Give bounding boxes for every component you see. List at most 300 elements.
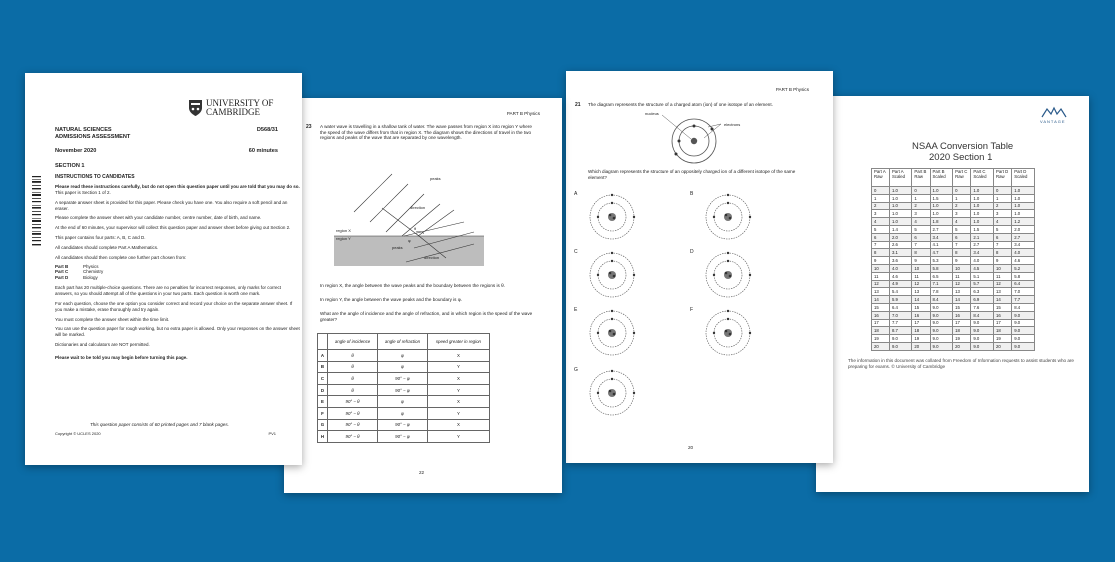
table-cell: θ [328, 361, 378, 373]
region-x-label: region X [336, 228, 351, 233]
table-cell: 7 [994, 241, 1012, 249]
table-cell: 1.0 [971, 187, 994, 195]
table-cell: 5.8 [930, 264, 953, 272]
table-row [872, 264, 1035, 272]
table-cell: H [318, 431, 328, 443]
table-row [872, 335, 1035, 343]
table-row [872, 327, 1035, 335]
option-atom-diagram [702, 307, 754, 359]
footer-note: This question paper consists of 60 printed pages and 7 blank pages. [90, 422, 229, 427]
option-label: B [690, 191, 694, 197]
table-cell: 16 [872, 311, 890, 319]
table-cell: 7.8 [930, 288, 953, 296]
table-row [872, 210, 1035, 218]
table-cell: 8 [994, 249, 1012, 257]
table-cell: D [318, 384, 328, 396]
table-cell: 14 [994, 296, 1012, 304]
table-cell: 8.4 [971, 311, 994, 319]
table-cell: 1.0 [930, 202, 953, 210]
table-cell: 10 [872, 264, 890, 272]
table-cell: 90° − φ [378, 419, 428, 431]
table-cell: 1.0 [1012, 187, 1035, 195]
table-cell: 18 [872, 327, 890, 335]
table-cell: 9 [872, 257, 890, 265]
table-cell: 18 [994, 327, 1012, 335]
exam-code: D568/31 [256, 127, 278, 133]
table-cell: 3.1 [889, 249, 911, 257]
table-row [872, 257, 1035, 265]
table-row [872, 187, 1035, 195]
table-cell: 9 [994, 257, 1012, 265]
table-cell: θ [328, 384, 378, 396]
question-number: 23 [306, 124, 312, 130]
table-cell: 4.9 [889, 280, 911, 288]
table-cell: 1.8 [930, 218, 953, 226]
table-cell: 8 [953, 249, 971, 257]
table-cell: 16 [994, 311, 1012, 319]
table-cell: 1.0 [1012, 210, 1035, 218]
table-row [872, 225, 1035, 233]
vantage-logo-icon [1041, 106, 1067, 118]
table-cell: 1.0 [889, 187, 911, 195]
table-cell: X [427, 419, 489, 431]
table-cell: 3 [953, 210, 971, 218]
table-row [872, 296, 1035, 304]
table-cell: 13 [912, 288, 930, 296]
page-code: PV1 [268, 431, 276, 436]
table-cell: X [427, 350, 489, 362]
table-cell: 9.0 [1012, 311, 1035, 319]
exam-duration: 60 minutes [248, 148, 278, 154]
instructions-body [55, 184, 300, 367]
vantage-brand: VANTAGE [1040, 119, 1066, 124]
table-header-cell: Part B Scaled [930, 169, 953, 187]
question-text: A water wave is travelling in a shallow tank of water. The wave passes from region X into region Y where the speed of the wave differs from that in region X. The diagram shows the directions of travel in the two regions and peaks of the wave that are separated by one wavelength. [320, 124, 532, 141]
table-row [872, 272, 1035, 280]
exam-title-2: ADMISSIONS ASSESSMENT [55, 134, 131, 140]
table-cell: 16 [912, 311, 930, 319]
table-cell: 90° − φ [378, 431, 428, 443]
table-cell: 15 [872, 303, 890, 311]
table-cell: θ [328, 373, 378, 385]
theta-label: θ [414, 226, 417, 231]
question-number: 21 [575, 102, 581, 108]
table-cell: 9.0 [1012, 342, 1035, 350]
table-row [318, 361, 490, 373]
table-header-row [318, 334, 490, 350]
table-cell: 11 [994, 272, 1012, 280]
table-cell: 9.0 [930, 311, 953, 319]
table-cell: 90° − θ [328, 431, 378, 443]
page-header: PART B Physics [775, 87, 809, 92]
table-cell: 9 [953, 257, 971, 265]
table-cell: 90° − φ [378, 384, 428, 396]
table-cell: 11 [872, 272, 890, 280]
phi-label: φ [408, 238, 411, 243]
table-cell: 4 [872, 218, 890, 226]
table-cell: 7 [912, 241, 930, 249]
table-row [318, 373, 490, 385]
part-item [55, 275, 300, 281]
table-row [872, 202, 1035, 210]
table-cell: 1 [953, 194, 971, 202]
table-cell: 1.0 [971, 202, 994, 210]
table-cell: 3 [872, 210, 890, 218]
table-cell: 0 [994, 187, 1012, 195]
part-subject: Chemistry [83, 269, 104, 275]
table-cell: 7.1 [930, 280, 953, 288]
table-cell: 6.5 [930, 272, 953, 280]
cambridge-crest-icon [188, 99, 203, 117]
instruction-13: Please wait to be told you may begin before turning this page. [55, 354, 188, 360]
table-cell: 1.0 [930, 210, 953, 218]
table-cell: 14 [953, 296, 971, 304]
part-key: Part B [55, 263, 69, 269]
table-cell: 5.8 [1012, 272, 1035, 280]
table-cell: 4 [912, 218, 930, 226]
table-cell: Y [427, 384, 489, 396]
option-label: F [690, 307, 694, 313]
option-atom-diagram [702, 249, 754, 301]
table-cell: 14 [912, 296, 930, 304]
table-row [872, 303, 1035, 311]
table-cell: 8 [872, 249, 890, 257]
table-cell: 9 [912, 257, 930, 265]
table-cell: 4.0 [889, 264, 911, 272]
table-cell: 2 [994, 202, 1012, 210]
table-cell: 6.9 [971, 296, 994, 304]
table-cell: A [318, 350, 328, 362]
instruction-7: All candidates should then complete one further part chosen from: [55, 254, 187, 260]
table-cell: 9.0 [971, 335, 994, 343]
table-cell: 0 [912, 187, 930, 195]
barcode [32, 176, 41, 246]
table-row [872, 319, 1035, 327]
text-line-1: In region X, the angle between the wave peaks and the boundary between the regions is θ. [320, 283, 505, 288]
table-cell: 2.7 [930, 225, 953, 233]
table-cell: 17 [872, 319, 890, 327]
table-row [872, 288, 1035, 296]
table-cell: 3.4 [1012, 241, 1035, 249]
table-cell: 5 [994, 225, 1012, 233]
table-row [872, 311, 1035, 319]
table-cell: 6 [994, 233, 1012, 241]
table-cell: G [318, 419, 328, 431]
table-cell: 6.4 [889, 303, 911, 311]
table-cell: 9.0 [1012, 335, 1035, 343]
table-cell: 9.0 [930, 303, 953, 311]
part-subject: Physics [83, 263, 99, 269]
option-atom-diagram [586, 249, 638, 301]
table-cell: 10 [912, 264, 930, 272]
table-cell: 2.6 [889, 241, 911, 249]
table-cell: 5.1 [971, 272, 994, 280]
table-cell: 4.6 [889, 272, 911, 280]
table-cell: 9.0 [971, 342, 994, 350]
part-subject: Biology [83, 275, 98, 281]
table-cell: 6 [872, 233, 890, 241]
table-cell: 1.0 [889, 202, 911, 210]
table-cell: 9.0 [889, 342, 911, 350]
table-header-cell [318, 334, 328, 350]
table-cell: 18 [953, 327, 971, 335]
table-cell: 1.5 [930, 194, 953, 202]
region-y-label: region Y [336, 236, 351, 241]
option-label: C [574, 249, 578, 255]
instruction-8: Each part has 20 multiple-choice questions. There are no penalties for incorrect responses, only marks for correct answers, so you should attempt all of the questions in your two parts. Each question is worth one mark. [55, 285, 282, 296]
page-header: PART B Physics [506, 111, 540, 116]
option-atom-diagram [702, 191, 754, 243]
table-cell: 4.5 [971, 264, 994, 272]
table-cell: 7.7 [889, 319, 911, 327]
table-cell: 1.2 [1012, 218, 1035, 226]
table-cell: 15 [994, 303, 1012, 311]
exam-date: November 2020 [55, 148, 97, 154]
table-cell: 1.0 [889, 194, 911, 202]
option-label: E [574, 307, 578, 313]
parts-list [55, 264, 300, 282]
table-cell: E [318, 396, 328, 408]
option-atom-diagram [586, 367, 638, 419]
instruction-9: For each question, choose the one option you consider correct and record your choice on the separate answer sheet. If you make a mistake, erase thoroughly and try again. [55, 300, 293, 312]
table-cell: 5 [912, 225, 930, 233]
instruction-2: A separate answer sheet is provided for this paper. Please check you have one. You also require a soft pencil and an eraser. [55, 199, 288, 211]
table-cell: 8.4 [1012, 303, 1035, 311]
table-cell: 9.0 [1012, 319, 1035, 327]
instructions-heading: INSTRUCTIONS TO CANDIDATES [55, 174, 135, 180]
table-header-cell: Part C Raw [953, 169, 971, 187]
option-atom-diagram [586, 307, 638, 359]
table-cell: 3.4 [930, 233, 953, 241]
table-header-cell: Part A Scaled [889, 169, 911, 187]
table-cell: 4 [953, 218, 971, 226]
table-cell: 13 [872, 288, 890, 296]
table-header-cell: Part D Raw [994, 169, 1012, 187]
table-cell: 11 [953, 272, 971, 280]
table-cell: 2.7 [971, 241, 994, 249]
table-cell: B [318, 361, 328, 373]
table-row [872, 241, 1035, 249]
instruction-11: You can use the question paper for rough working, but no extra paper is allowed. Only your responses on the answer sheet will be marked. [55, 326, 300, 338]
option-label: A [574, 191, 578, 197]
table-cell: 9.0 [971, 327, 994, 335]
table-row [318, 396, 490, 408]
table-cell: X [427, 373, 489, 385]
table-row [872, 233, 1035, 241]
wave-diagram [334, 162, 484, 272]
table-cell: 7 [953, 241, 971, 249]
direction-label-top: direction [410, 205, 426, 210]
table-cell: 1.0 [1012, 202, 1035, 210]
table-cell: 6.3 [971, 288, 994, 296]
table-cell: 5.9 [889, 296, 911, 304]
table-cell: 13 [994, 288, 1012, 296]
table-cell: 16 [953, 311, 971, 319]
peaks-label-bottom: peaks [392, 245, 403, 250]
conversion-table-page [816, 96, 1089, 492]
table-cell: 8 [912, 249, 930, 257]
question-text: The diagram represents the structure of a charged atom (ion) of one isotope of an element. [588, 102, 773, 107]
table-cell: 6 [953, 233, 971, 241]
nucleus-label: nucleus [645, 111, 659, 116]
table-header-cell: speed greater in region [427, 334, 489, 350]
table-cell: 9.0 [971, 319, 994, 327]
table-cell: 7.0 [889, 311, 911, 319]
table-cell: φ [378, 407, 428, 419]
table-row [318, 407, 490, 419]
table-header-cell: angle of refraction [378, 334, 428, 350]
section-heading: SECTION 1 [55, 163, 85, 169]
part-key: Part C [55, 269, 69, 275]
question-text-2: Which diagram represents the structure of an oppositely charged ion of a different isotope of the same element? [588, 169, 796, 180]
table-cell: 13 [953, 288, 971, 296]
table-cell: F [318, 407, 328, 419]
table-cell: 17 [912, 319, 930, 327]
table-cell: 12 [872, 280, 890, 288]
table-cell: 5.4 [889, 288, 911, 296]
page-number: 22 [419, 470, 425, 475]
table-header-row [872, 169, 1035, 187]
table-cell: 1.0 [889, 218, 911, 226]
instruction-4: At the end of 60 minutes, your supervisor will collect this question paper and answer sheet before giving out Section 2. [55, 225, 291, 231]
wave-question-page [284, 98, 562, 493]
table-row [872, 194, 1035, 202]
table-cell: 0 [953, 187, 971, 195]
table-cell: 19 [912, 335, 930, 343]
page-number: 20 [688, 445, 694, 450]
copyright: Copyright © UCLES 2020 [55, 431, 101, 436]
table-cell: 9.0 [930, 319, 953, 327]
table-cell: 4 [994, 218, 1012, 226]
page-title: NSAA Conversion Table [912, 141, 1014, 152]
table-cell: X [427, 396, 489, 408]
instruction-1: Please read these instructions carefully, but do not open this question paper until you are told that you may do so. [55, 184, 300, 189]
atom-diagram [646, 107, 756, 167]
table-cell: 4.6 [1012, 257, 1035, 265]
table-cell: 2.0 [889, 233, 911, 241]
table-cell: 90° − θ [328, 419, 378, 431]
option-label: G [574, 367, 578, 373]
table-cell: 90° − θ [328, 407, 378, 419]
table-cell: 5 [953, 225, 971, 233]
atom-question-page [566, 71, 833, 463]
table-cell: 9.0 [1012, 327, 1035, 335]
table-cell: Y [427, 431, 489, 443]
table-cell: φ [378, 361, 428, 373]
table-cell: φ [378, 350, 428, 362]
table-cell: φ [378, 396, 428, 408]
table-row [318, 350, 490, 362]
table-cell: 8.4 [930, 296, 953, 304]
table-cell: 7.0 [1012, 288, 1035, 296]
table-cell: 90° − θ [328, 396, 378, 408]
table-cell: Y [427, 361, 489, 373]
table-cell: 10 [994, 264, 1012, 272]
table-cell: 10 [953, 264, 971, 272]
table-cell: 9.0 [889, 335, 911, 343]
table-cell: 14 [872, 296, 890, 304]
table-header-cell: Part B Raw [912, 169, 930, 187]
table-cell: 1.0 [971, 194, 994, 202]
table-row [872, 342, 1035, 350]
table-cell: 11 [912, 272, 930, 280]
table-cell: 7.7 [1012, 296, 1035, 304]
table-cell: 7 [872, 241, 890, 249]
table-cell: θ [328, 350, 378, 362]
instruction-6: All candidates should complete Part A Mathematics. [55, 244, 159, 250]
instruction-5: This paper contains four parts: A, B, C and D. [55, 235, 146, 241]
table-cell: 1.4 [889, 225, 911, 233]
table-cell: 5.2 [1012, 264, 1035, 272]
conversion-table [871, 168, 1035, 351]
table-cell: 5.3 [930, 257, 953, 265]
option-atom-diagram [586, 191, 638, 243]
table-cell: 2 [872, 202, 890, 210]
table-cell: 20 [953, 342, 971, 350]
table-row [872, 249, 1035, 257]
footer-note: The information in this document was collated from Freedom of Information requests to assist students who are preparing for exams. © University of Cambridge [848, 358, 1074, 369]
table-cell: 4.0 [1012, 249, 1035, 257]
table-cell: 19 [994, 335, 1012, 343]
table-row [318, 419, 490, 431]
instruction-12: Dictionaries and calculators are NOT permitted. [55, 342, 150, 348]
table-cell: 9.0 [930, 327, 953, 335]
table-cell: 0 [872, 187, 890, 195]
table-cell: 6 [912, 233, 930, 241]
table-cell: 19 [872, 335, 890, 343]
table-cell: 20 [912, 342, 930, 350]
table-cell: 6.4 [1012, 280, 1035, 288]
table-cell: 2 [912, 202, 930, 210]
direction-label-bottom: direction [424, 255, 440, 260]
instruction-3: Please complete the answer sheet with your candidate number, centre number, date of birth, and name. [55, 215, 262, 221]
table-header-cell: Part C Scaled [971, 169, 994, 187]
page-subtitle: 2020 Section 1 [929, 152, 993, 163]
table-cell: 17 [994, 319, 1012, 327]
table-cell: 17 [953, 319, 971, 327]
text-line-2: In region Y, the angle between the wave peaks and the boundary is φ. [320, 297, 462, 302]
table-cell: 20 [872, 342, 890, 350]
table-cell: 90° − φ [378, 373, 428, 385]
option-label: D [690, 249, 694, 255]
table-cell: 4.7 [930, 249, 953, 257]
table-cell: 9.0 [930, 342, 953, 350]
table-cell: 1.5 [971, 225, 994, 233]
table-cell: 12 [994, 280, 1012, 288]
table-header-cell: Part A Raw [872, 169, 890, 187]
table-cell: 12 [953, 280, 971, 288]
table-cell: 15 [912, 303, 930, 311]
cover-page [25, 73, 302, 465]
table-cell: 1 [872, 194, 890, 202]
table-cell: 8.7 [889, 327, 911, 335]
table-cell: 3 [994, 210, 1012, 218]
table-cell: 3.6 [889, 257, 911, 265]
instruction-1b: This paper is Section 1 of 2. [55, 189, 111, 195]
table-cell: 1.0 [889, 210, 911, 218]
table-cell: 1.0 [1012, 194, 1035, 202]
text-line-3: What are the angle of incidence and the angle of refraction, and in which region is the speed of the wave greater? [320, 311, 533, 322]
table-cell: 20 [994, 342, 1012, 350]
electrons-label: electrons [724, 122, 741, 127]
table-cell: 5.7 [971, 280, 994, 288]
table-cell: 1.0 [930, 187, 953, 195]
table-cell: 18 [912, 327, 930, 335]
table-cell: 19 [953, 335, 971, 343]
table-cell: 4.0 [971, 257, 994, 265]
cambridge-logo-text: UNIVERSITY OF CAMBRIDGE [206, 98, 274, 117]
answer-table [317, 333, 490, 443]
